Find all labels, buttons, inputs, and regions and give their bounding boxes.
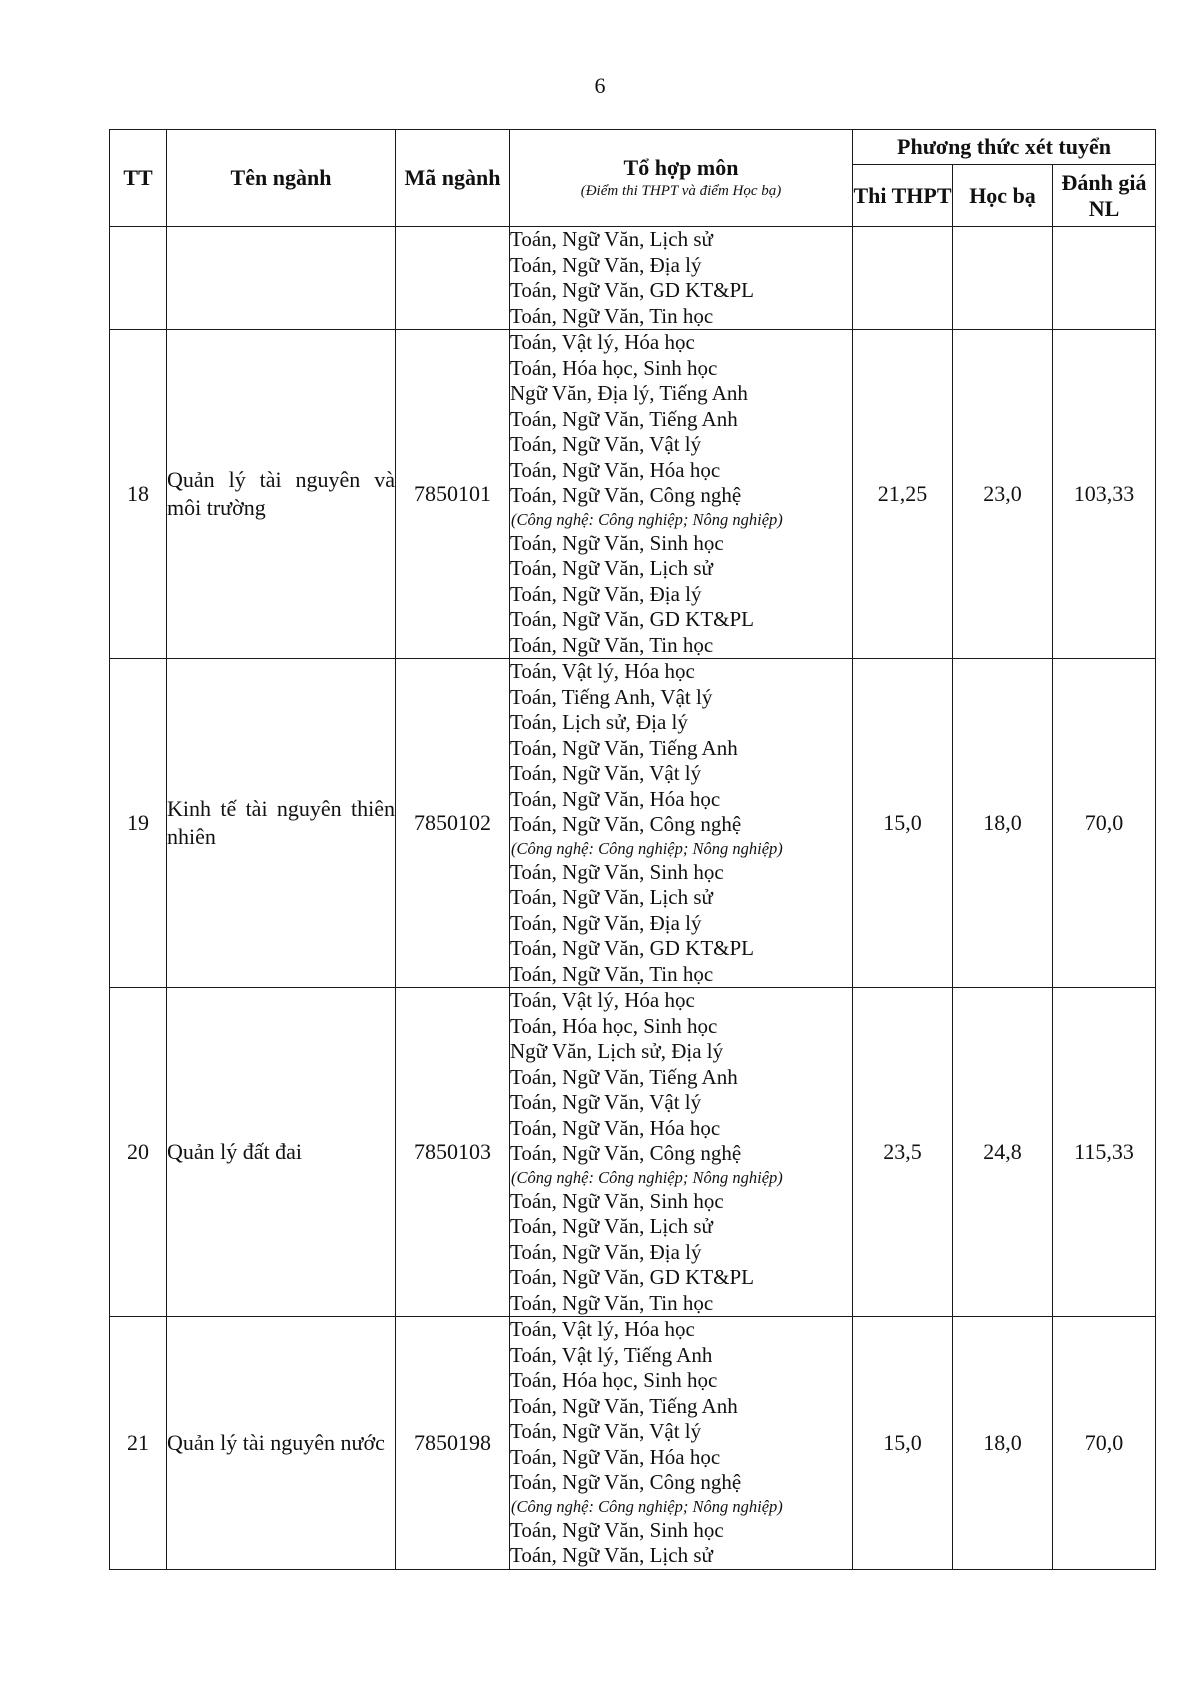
combos-cell (510, 1317, 853, 1570)
combo-line: Toán, Ngữ Văn, Tiếng Anh (510, 406, 738, 431)
thpt-score-cell: 15,0 (853, 659, 953, 988)
combo-line: Toán, Hóa học, Sinh học (510, 1368, 718, 1392)
combos-cell (510, 988, 853, 1317)
dgnl-score-cell: 115,33 (1053, 988, 1156, 1317)
combo-line: Toán, Ngữ Văn, Vật lý (510, 1419, 702, 1443)
page-number: 6 (594, 73, 606, 98)
combo-line: Toán, Ngữ Văn, Vật lý (510, 761, 702, 785)
header-combos (510, 130, 853, 227)
combo-line: Toán, Ngữ Văn, Sinh học (510, 1188, 724, 1213)
combo-line: Toán, Lịch sử, Địa lý (510, 710, 688, 734)
combo-line: Toán, Ngữ Văn, Vật lý (510, 1090, 702, 1114)
thpt-score-cell (853, 227, 953, 330)
thpt-score-cell: 15,0 (853, 1317, 953, 1570)
combo-line: Toán, Ngữ Văn, Sinh học (510, 530, 724, 555)
combo-line: Ngữ Văn, Lịch sử, Địa lý (510, 1039, 724, 1063)
combo-note: (Công nghệ: Công nghiệp; Nông nghiệp) (511, 1496, 783, 1516)
dgnl-score-cell: 70,0 (1053, 1317, 1156, 1570)
combo-line: Toán, Ngữ Văn, GD KT&PL (510, 936, 755, 960)
hocba-score-cell: 23,0 (953, 330, 1053, 659)
combo-line: Toán, Ngữ Văn, Tin học (510, 632, 714, 657)
header-methods: Phương thức xét tuyển (853, 130, 1156, 165)
tt-cell: 19 (110, 659, 167, 988)
header-method-dgnl: Đánh giá NL (1053, 165, 1156, 227)
tt-cell: 18 (110, 330, 167, 659)
major-code-cell: 7850101 (396, 330, 510, 659)
combo-line: Toán, Hóa học, Sinh học (510, 355, 718, 380)
combo-line: Toán, Ngữ Văn, Sinh học (510, 859, 724, 884)
combos-cell (510, 659, 853, 988)
major-name-cell: Quản lý tài nguyên và môi trường (167, 330, 396, 659)
major-name-cell: Quản lý đất đai (167, 988, 396, 1317)
dgnl-score-cell (1053, 227, 1156, 330)
tt-cell: 20 (110, 988, 167, 1317)
combo-line: Toán, Ngữ Văn, Công nghệ (510, 1470, 742, 1494)
hocba-score-cell (953, 227, 1053, 330)
header-major-code: Mã ngành (396, 130, 510, 227)
table-row (110, 330, 1156, 659)
combo-line: Toán, Ngữ Văn, Vật lý (510, 432, 702, 456)
table-body (110, 227, 1156, 1570)
combo-line: Toán, Vật lý, Hóa học (510, 988, 695, 1012)
header-method-thpt: Thi THPT (853, 165, 953, 227)
combo-line: Toán, Tiếng Anh, Vật lý (510, 684, 713, 709)
major-code-cell: 7850102 (396, 659, 510, 988)
combo-line: Toán, Vật lý, Hóa học (510, 1317, 695, 1341)
combo-note: (Công nghệ: Công nghiệp; Nông nghiệp) (511, 509, 783, 529)
hocba-score-cell: 18,0 (953, 1317, 1053, 1570)
combo-line: Toán, Ngữ Văn, Hóa học (510, 457, 721, 482)
combos-cell (510, 330, 853, 659)
major-code-cell: 7850103 (396, 988, 510, 1317)
tt-cell (110, 227, 167, 330)
table-row (110, 659, 1156, 988)
combo-line: Toán, Ngữ Văn, GD KT&PL (510, 278, 755, 302)
header-tt: TT (110, 130, 167, 227)
major-code-cell: 7850198 (396, 1317, 510, 1570)
combo-line: Toán, Ngữ Văn, Lịch sử (510, 1214, 713, 1238)
combo-line: Toán, Hóa học, Sinh học (510, 1013, 718, 1038)
combo-line: Toán, Ngữ Văn, Địa lý (510, 252, 702, 277)
hocba-score-cell: 24,8 (953, 988, 1053, 1317)
table-row (110, 988, 1156, 1317)
combo-line: Toán, Ngữ Văn, Công nghệ (510, 812, 742, 836)
header-combos-note: (Điểm thi THPT và điểm Học bạ) (580, 183, 782, 199)
combo-line: Toán, Ngữ Văn, Sinh học (510, 1517, 724, 1542)
combo-line: Toán, Ngữ Văn, Địa lý (510, 1239, 702, 1264)
tt-cell: 21 (110, 1317, 167, 1570)
header-combos-title: Tổ hợp môn (623, 155, 739, 180)
combo-line: Toán, Ngữ Văn, Tin học (510, 961, 714, 986)
combo-line: Toán, Ngữ Văn, Lịch sử (510, 227, 713, 251)
combo-line: Toán, Ngữ Văn, Lịch sử (510, 1543, 713, 1567)
combo-line: Toán, Ngữ Văn, Địa lý (510, 581, 702, 606)
combo-note: (Công nghệ: Công nghiệp; Nông nghiệp) (511, 838, 783, 858)
combo-line: Toán, Ngữ Văn, Lịch sử (510, 885, 713, 909)
table-row (110, 227, 1156, 330)
combo-line: Toán, Ngữ Văn, Hóa học (510, 1115, 721, 1140)
combo-line: Toán, Ngữ Văn, Địa lý (510, 910, 702, 935)
header-method-hocba: Học bạ (953, 165, 1053, 227)
admission-table (109, 129, 1156, 1570)
combo-note: (Công nghệ: Công nghiệp; Nông nghiệp) (511, 1167, 783, 1187)
dgnl-score-cell: 70,0 (1053, 659, 1156, 988)
table-row (110, 1317, 1156, 1570)
combo-line: Toán, Ngữ Văn, Lịch sử (510, 556, 713, 580)
dgnl-score-cell: 103,33 (1053, 330, 1156, 659)
major-name-cell: Quản lý tài nguyên nước (167, 1317, 396, 1570)
combo-line: Toán, Ngữ Văn, GD KT&PL (510, 607, 755, 631)
header-major-name: Tên ngành (167, 130, 396, 227)
combo-line: Toán, Vật lý, Tiếng Anh (510, 1342, 713, 1367)
combo-line: Toán, Ngữ Văn, Công nghệ (510, 483, 742, 507)
combo-line: Toán, Vật lý, Hóa học (510, 330, 695, 354)
thpt-score-cell: 21,25 (853, 330, 953, 659)
combo-line: Toán, Ngữ Văn, Tiếng Anh (510, 1393, 738, 1418)
combo-line: Toán, Ngữ Văn, Công nghệ (510, 1141, 742, 1165)
combos-cell (510, 227, 853, 330)
combo-line: Toán, Ngữ Văn, Tiếng Anh (510, 735, 738, 760)
combo-line: Toán, Vật lý, Hóa học (510, 659, 695, 683)
combo-line: Ngữ Văn, Địa lý, Tiếng Anh (510, 381, 748, 405)
combo-line: Toán, Ngữ Văn, Hóa học (510, 1444, 721, 1469)
hocba-score-cell: 18,0 (953, 659, 1053, 988)
combo-line: Toán, Ngữ Văn, Tin học (510, 1290, 714, 1315)
combo-line: Toán, Ngữ Văn, GD KT&PL (510, 1265, 755, 1289)
combo-line: Toán, Ngữ Văn, Tin học (510, 303, 714, 328)
major-name-cell (167, 227, 396, 330)
major-code-cell (396, 227, 510, 330)
thpt-score-cell: 23,5 (853, 988, 953, 1317)
major-name-cell: Kinh tế tài nguyên thiên nhiên (167, 659, 396, 988)
combo-line: Toán, Ngữ Văn, Hóa học (510, 786, 721, 811)
combo-line: Toán, Ngữ Văn, Tiếng Anh (510, 1064, 738, 1089)
